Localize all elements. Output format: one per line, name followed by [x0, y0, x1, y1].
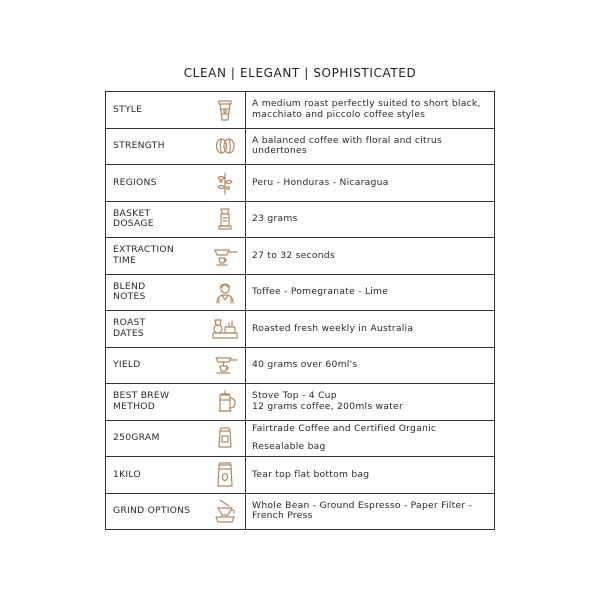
row-value: 23 grams — [246, 201, 495, 238]
pour-over-icon — [210, 497, 240, 525]
row-value: 40 grams over 60ml's — [246, 347, 495, 384]
table-row-yield — [106, 347, 495, 384]
barista-icon — [212, 279, 238, 305]
coffee-plant-icon — [212, 170, 238, 196]
espresso-machine-icon — [211, 352, 239, 378]
table-row-regions — [106, 165, 495, 202]
small-bag-icon — [212, 425, 238, 451]
row-label: BEST BREW METHOD — [106, 384, 206, 421]
row-label: STRENGTH — [106, 128, 206, 165]
french-press-icon — [212, 389, 238, 415]
coffee-beans-icon — [212, 133, 238, 159]
row-label: STYLE — [106, 92, 206, 129]
table-row-grind-options — [106, 493, 495, 530]
table-row-basket-dosage — [106, 201, 495, 238]
table-row-extraction-time — [106, 238, 495, 275]
table-row-best-brew-method — [106, 384, 495, 421]
row-value: A balanced coffee with floral and citrus undertones — [246, 128, 495, 165]
row-value: Tear top flat bottom bag — [246, 457, 495, 494]
table-row-roast-dates — [106, 311, 495, 348]
row-value: Whole Bean - Ground Espresso - Paper Filter - French Press — [246, 493, 495, 530]
large-bag-icon — [212, 461, 238, 489]
row-label: BASKET DOSAGE — [106, 201, 206, 238]
table-row-250gram — [106, 420, 495, 457]
takeaway-cup-icon — [212, 97, 238, 123]
row-label: 1KILO — [106, 457, 206, 494]
table-row-1kilo — [106, 457, 495, 494]
row-value: Peru - Honduras - Nicaragua — [246, 165, 495, 202]
row-value: Toffee - Pomegranate - Lime — [246, 274, 495, 311]
portafilter-cup-icon — [211, 243, 239, 269]
row-label: BLEND NOTES — [106, 274, 206, 311]
table-row-strength — [106, 128, 495, 165]
row-value: Stove Top - 4 Cup 12 grams coffee, 200mls water — [246, 384, 495, 421]
row-label: EXTRACTION TIME — [106, 238, 206, 275]
row-label: ROAST DATES — [106, 311, 206, 348]
row-label: YIELD — [106, 347, 206, 384]
row-value: A medium roast perfectly suited to short black, macchiato and piccolo coffee styles — [246, 92, 495, 129]
grinder-scale-icon — [212, 206, 238, 232]
roaster-icon — [210, 316, 240, 342]
table-row-blend-notes — [106, 274, 495, 311]
table-row-style — [106, 92, 495, 129]
row-label: 250GRAM — [106, 420, 206, 457]
spec-table — [105, 91, 495, 530]
page-title: CLEAN | ELEGANT | SOPHISTICATED — [183, 66, 417, 80]
row-label: GRIND OPTIONS — [106, 493, 206, 530]
row-value: 27 to 32 seconds — [246, 238, 495, 275]
row-value: Fairtrade Coffee and Certified Organic Resealable bag — [246, 420, 495, 457]
row-value: Roasted fresh weekly in Australia — [246, 311, 495, 348]
row-label: REGIONS — [106, 165, 206, 202]
